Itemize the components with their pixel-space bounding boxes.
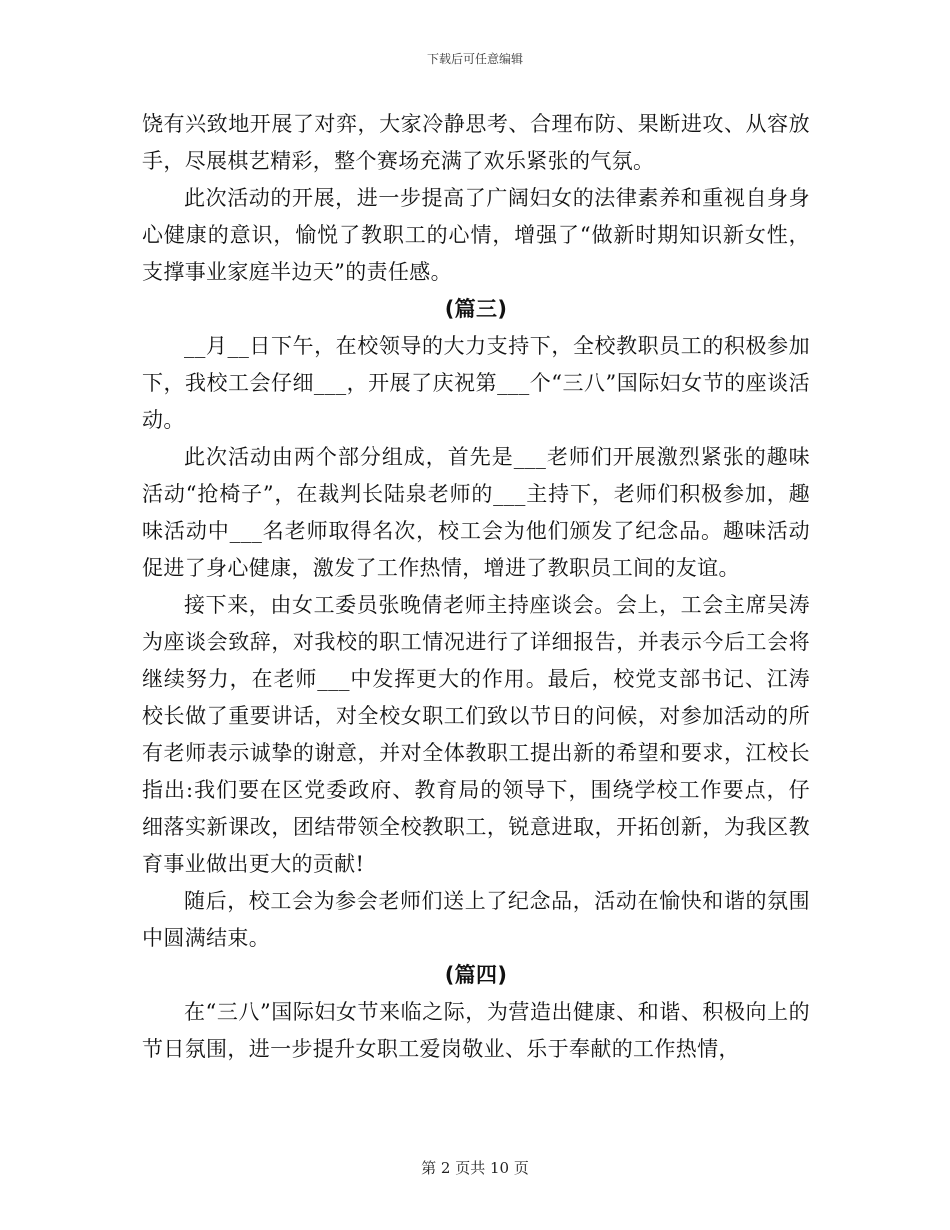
section-heading-4: (篇四) [444, 963, 508, 987]
paragraph-5: 接下来，由女工委员张晚倩老师主持座谈会。会上，工会主席吴涛为座谈会致辞，对我校的职工情况进行了详细报告，并表示今后工会将继续努力，在老师___中发挥更大的作用。最后，校党支部书记、江涛校长做了重要讲话，对全校女职工们致以节日的问候，对参加活动的所有老师表示诚挚的谢意，并对全体教职工提出新的希望和要求，江校长指出:我们要在区党委政府、教育局的领导下，围绕学校工作要点，仔细落实新课改，团结带领全校教职工，锐意进取，开拓创新，为我区教育事业做出更大的贡献! [142, 593, 810, 876]
document-body [142, 106, 810, 1068]
paragraph-2: 此次活动的开展，进一步提高了广阔妇女的法律素养和重视自身身心健康的意识，愉悦了教职工的心情，增强了“做新时期知识新女性，支撑事业家庭半边天”的责任感。 [142, 186, 810, 284]
paragraph-6: 随后，校工会为参会老师们送上了纪念品，活动在愉快和谐的氛围中圆满结束。 [142, 889, 810, 950]
page-header: 下载后可任意编辑 [426, 52, 523, 66]
page-footer: 第 2 页共 10 页 [421, 1159, 529, 1177]
section-heading-3: (篇三) [444, 297, 508, 321]
paragraph-4: 此次活动由两个部分组成，首先是___老师们开展激烈紧张的趣味活动“抢椅子”，在裁判长陆泉老师的___主持下，老师们积极参加，趣味活动中___名老师取得名次，校工会为他们颁发了纪念品。趣味活动促进了身心健康，激发了工作热情，增进了教职员工间的友谊。 [142, 445, 810, 580]
paragraph-1: 饶有兴致地开展了对弈，大家冷静思考、合理布防、果断进攻、从容放手，尽展棋艺精彩，整个赛场充满了欢乐紧张的气氛。 [142, 112, 810, 173]
paragraph-7: 在“三八”国际妇女节来临之际，为营造出健康、和谐、积极向上的节日氛围，进一步提升女职工爱岗敬业、乐于奉献的工作热情， [142, 1000, 810, 1061]
paragraph-3: __月__日下午，在校领导的大力支持下，全校教职员工的积极参加下，我校工会仔细___，开展了庆祝第___个“三八”国际妇女节的座谈活动。 [142, 334, 810, 432]
